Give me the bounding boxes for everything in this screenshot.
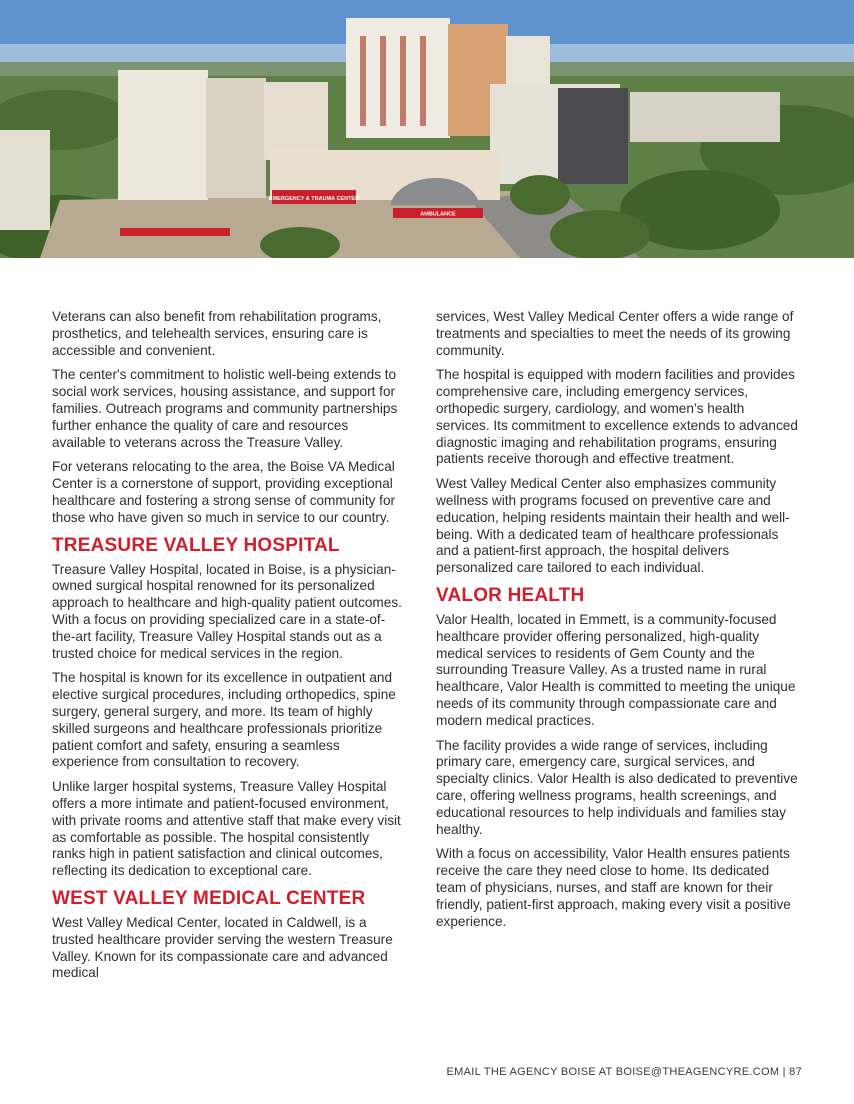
left-column <box>52 309 404 990</box>
treasure-valley-paragraph-1: Treasure Valley Hospital, located in Boise, is a physician-owned surgical hospital renowned for its personalized approach to healthcare and high-quality patient outcomes. With a focus on providing specialized care in a state-of-the-art facility, Treasure Valley Hospital stands out as a trusted choice for medical services in the region. <box>52 561 402 661</box>
ambulance-sign-text: AMBULANCE <box>420 211 456 218</box>
treasure-valley-paragraph-3: Unlike larger hospital systems, Treasure Valley Hospital offers a more intimate and patient-focused environment, with private rooms and attentive staff that make every visit as comfortable as possible. The hospital consistently ranks high in patient satisfaction and clinical outcomes, reflecting its dedication to exceptional care. <box>52 779 401 879</box>
hero-hospital-photo <box>0 0 854 258</box>
valor-health-paragraph-3: With a focus on accessibility, Valor Health ensures patients receive the care they need close to home. Its dedicated team of physicians, nurses, and staff are known for their friendly, patient-first approach, making every visit a positive experience. <box>436 846 791 929</box>
hospital-aerial-illustration <box>0 0 854 258</box>
west-valley-paragraph-3: West Valley Medical Center also emphasizes community wellness with programs focused on preventive care and education, helping residents maintain their health and well-being. With a dedicated team of healthcare professionals and a patient-first approach, the hospital delivers personalized care tailored to each individual. <box>436 476 790 576</box>
treasure-valley-paragraph-2: The hospital is known for its excellence in outpatient and elective surgical procedures, including orthopedics, spine surgery, general surgery, and more. Its team of highly skilled surgeons and healthcare professionals prioritize patient comfort and safety, ensuring a seamless experience from consultation to recovery. <box>52 670 396 770</box>
valor-health-paragraph-1: Valor Health, located in Emmett, is a community-focused healthcare provider offering personalized, high-quality medical services to residents of Gem County and the surrounding Treasure Valley. As a trusted name in rural healthcare, Valor Health is committed to meeting the unique needs of its community through compassionate care and modern medical practices. <box>436 611 796 728</box>
west-valley-heading: WEST VALLEY MEDICAL CENTER <box>52 887 366 909</box>
veterans-holistic-paragraph: The center's commitment to holistic well-being extends to social work services, housing assistance, and support for families. Outreach programs and community partnerships further enhance the quality of care and resources available to veterans across the Treasure Valley. <box>52 367 398 450</box>
west-valley-paragraph-1-continued: services, West Valley Medical Center offers a wide range of treatments and specialties to meet the needs of its growing community. <box>436 309 794 358</box>
treasure-valley-heading: TREASURE VALLEY HOSPITAL <box>52 534 340 556</box>
west-valley-paragraph-2: The hospital is equipped with modern facilities and provides comprehensive care, including emergency services, orthopedic surgery, cardiology, and women’s health services. Its commitment to excellence extends to advanced diagnostic imaging and rehabilitation programs, ensuring patients receive thorough and effective treatment. <box>436 367 798 467</box>
west-valley-paragraph-1: West Valley Medical Center, located in Caldwell, is a trusted healthcare provider serving the western Treasure Valley. Known for its compassionate care and advanced medical <box>52 914 393 981</box>
page-footer: EMAIL THE AGENCY BOISE AT BOISE@THEAGENCYRE.COM | 87 <box>446 1066 802 1078</box>
right-column <box>436 309 798 938</box>
veterans-rehab-paragraph: Veterans can also benefit from rehabilitation programs, prosthetics, and telehealth services, ensuring care is accessible and convenient. <box>52 309 382 358</box>
veterans-relocating-paragraph: For veterans relocating to the area, the Boise VA Medical Center is a cornerstone of support, providing exceptional healthcare and fostering a strong sense of community for those who have given so much in service to our country. <box>52 459 396 525</box>
emergency-sign-text: EMERGENCY & TRAUMA CENTER <box>268 196 360 202</box>
valor-health-heading: VALOR HEALTH <box>436 584 585 606</box>
valor-health-paragraph-2: The facility provides a wide range of services, including primary care, emergency care, surgical services, and specialty clinics. Valor Health is also dedicated to preventive care, offering wellness programs, health screenings, and educational resources to help individuals and families stay healthy. <box>436 737 798 837</box>
